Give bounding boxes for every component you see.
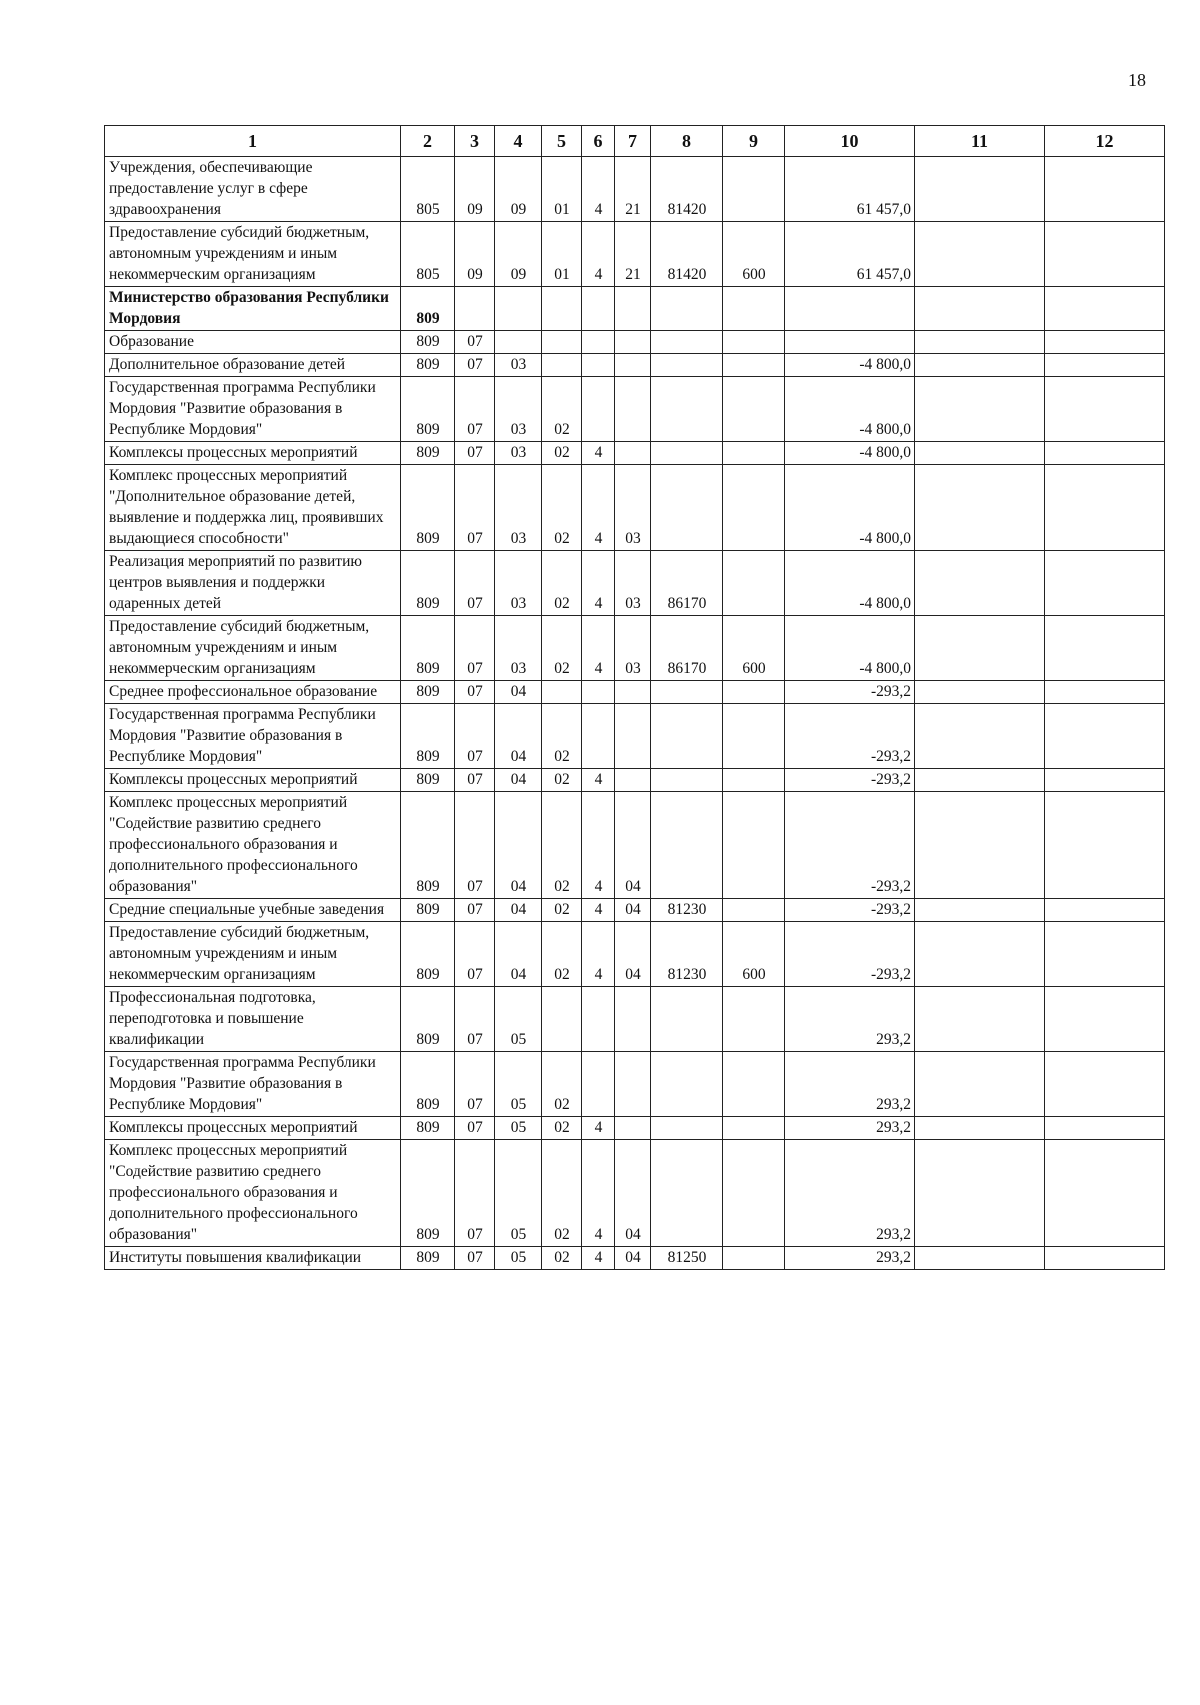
program-code	[542, 987, 582, 1052]
table-row	[105, 354, 1165, 377]
amount-change: -293,2	[785, 704, 915, 769]
column-header-12: 12	[1045, 126, 1165, 157]
table-row	[105, 442, 1165, 465]
row-name: Профессиональная подготовка, переподготовка и повышение квалификации	[105, 987, 401, 1052]
table-body	[105, 157, 1165, 1270]
subprogram-code: 4	[582, 899, 615, 922]
chapter-code: 07	[455, 331, 495, 354]
section-code: 809	[401, 769, 455, 792]
expense-type-code	[723, 899, 785, 922]
program-code: 02	[542, 465, 582, 551]
column-11	[915, 287, 1045, 331]
chapter-code: 07	[455, 1052, 495, 1117]
column-11	[915, 157, 1045, 222]
program-code: 01	[542, 222, 582, 287]
measure-code: 04	[615, 922, 651, 987]
section-code: 809	[401, 616, 455, 681]
column-12	[1045, 287, 1165, 331]
section-code: 809	[401, 331, 455, 354]
column-header-2: 2	[401, 126, 455, 157]
table-row	[105, 1117, 1165, 1140]
row-name: Дополнительное образование детей	[105, 354, 401, 377]
column-12	[1045, 157, 1165, 222]
subchapter-code: 05	[495, 987, 542, 1052]
expense-type-code	[723, 681, 785, 704]
column-12	[1045, 792, 1165, 899]
column-11	[915, 769, 1045, 792]
row-name: Комплекс процессных мероприятий "Содействие развитию среднего профессионального образования и дополнительного профессионального образования"	[105, 1140, 401, 1247]
section-code: 809	[401, 1117, 455, 1140]
expense-type-code	[723, 465, 785, 551]
column-12	[1045, 551, 1165, 616]
measure-code	[615, 1052, 651, 1117]
row-name: Реализация мероприятий по развитию центров выявления и поддержки одаренных детей	[105, 551, 401, 616]
section-code: 809	[401, 442, 455, 465]
subprogram-code	[582, 704, 615, 769]
table-row	[105, 465, 1165, 551]
amount-change: 293,2	[785, 1140, 915, 1247]
direction-code	[651, 987, 723, 1052]
column-12	[1045, 1140, 1165, 1247]
row-name: Комплексы процессных мероприятий	[105, 1117, 401, 1140]
amount-change: -4 800,0	[785, 354, 915, 377]
column-11	[915, 222, 1045, 287]
amount-change: 293,2	[785, 1247, 915, 1270]
column-12	[1045, 616, 1165, 681]
subprogram-code: 4	[582, 1140, 615, 1247]
chapter-code: 07	[455, 1140, 495, 1247]
column-11	[915, 792, 1045, 899]
section-code: 805	[401, 157, 455, 222]
measure-code: 04	[615, 1140, 651, 1247]
row-name: Министерство образования Республики Мордовия	[105, 287, 401, 331]
chapter-code: 07	[455, 922, 495, 987]
chapter-code	[455, 287, 495, 331]
direction-code	[651, 1052, 723, 1117]
chapter-code: 07	[455, 1117, 495, 1140]
measure-code: 03	[615, 551, 651, 616]
subprogram-code	[582, 987, 615, 1052]
direction-code: 81420	[651, 222, 723, 287]
column-12	[1045, 704, 1165, 769]
direction-code	[651, 331, 723, 354]
row-name: Комплексы процессных мероприятий	[105, 769, 401, 792]
table-row	[105, 331, 1165, 354]
measure-code	[615, 987, 651, 1052]
column-12	[1045, 465, 1165, 551]
section-code: 809	[401, 465, 455, 551]
subprogram-code	[582, 1052, 615, 1117]
column-11	[915, 1247, 1045, 1270]
table-row	[105, 792, 1165, 899]
measure-code: 21	[615, 157, 651, 222]
subchapter-code: 04	[495, 704, 542, 769]
table-row	[105, 377, 1165, 442]
subprogram-code	[582, 287, 615, 331]
column-11	[915, 551, 1045, 616]
row-name: Средние специальные учебные заведения	[105, 899, 401, 922]
column-12	[1045, 1052, 1165, 1117]
subchapter-code: 05	[495, 1247, 542, 1270]
section-code: 809	[401, 922, 455, 987]
subprogram-code: 4	[582, 1117, 615, 1140]
amount-change: -293,2	[785, 899, 915, 922]
amount-change: -4 800,0	[785, 442, 915, 465]
column-header-9: 9	[723, 126, 785, 157]
table-row	[105, 616, 1165, 681]
column-11	[915, 922, 1045, 987]
subchapter-code: 09	[495, 222, 542, 287]
table-row	[105, 987, 1165, 1052]
table-row	[105, 704, 1165, 769]
direction-code: 81420	[651, 157, 723, 222]
row-name: Институты повышения квалификации	[105, 1247, 401, 1270]
chapter-code: 07	[455, 899, 495, 922]
measure-code	[615, 1117, 651, 1140]
budget-table	[104, 125, 1165, 1270]
subchapter-code	[495, 331, 542, 354]
subprogram-code: 4	[582, 442, 615, 465]
subchapter-code: 04	[495, 922, 542, 987]
subprogram-code: 4	[582, 792, 615, 899]
table-row	[105, 1140, 1165, 1247]
subprogram-code: 4	[582, 1247, 615, 1270]
expense-type-code	[723, 769, 785, 792]
table-row	[105, 287, 1165, 331]
column-12	[1045, 222, 1165, 287]
expense-type-code	[723, 1247, 785, 1270]
amount-change: 293,2	[785, 1052, 915, 1117]
measure-code	[615, 704, 651, 769]
subchapter-code: 05	[495, 1052, 542, 1117]
column-12	[1045, 899, 1165, 922]
subprogram-code: 4	[582, 551, 615, 616]
program-code: 02	[542, 1052, 582, 1117]
expense-type-code	[723, 354, 785, 377]
program-code: 02	[542, 551, 582, 616]
chapter-code: 07	[455, 1247, 495, 1270]
measure-code	[615, 354, 651, 377]
measure-code	[615, 681, 651, 704]
row-name: Комплекс процессных мероприятий "Дополнительное образование детей, выявление и поддержка лиц, проявивших выдающиеся способности"	[105, 465, 401, 551]
column-12	[1045, 769, 1165, 792]
measure-code	[615, 331, 651, 354]
amount-change: 293,2	[785, 1117, 915, 1140]
amount-change: -4 800,0	[785, 377, 915, 442]
column-11	[915, 442, 1045, 465]
column-11	[915, 377, 1045, 442]
chapter-code: 07	[455, 354, 495, 377]
measure-code: 04	[615, 899, 651, 922]
subchapter-code: 03	[495, 616, 542, 681]
section-code: 809	[401, 1140, 455, 1247]
expense-type-code	[723, 442, 785, 465]
column-header-6: 6	[582, 126, 615, 157]
program-code: 02	[542, 1140, 582, 1247]
row-name: Государственная программа Республики Мордовия "Развитие образования в Республике Мордовия"	[105, 1052, 401, 1117]
amount-change	[785, 287, 915, 331]
expense-type-code	[723, 331, 785, 354]
column-11	[915, 616, 1045, 681]
program-code: 02	[542, 769, 582, 792]
row-name: Среднее профессиональное образование	[105, 681, 401, 704]
column-header-1: 1	[105, 126, 401, 157]
page-number: 18	[1128, 70, 1146, 90]
amount-change: -293,2	[785, 681, 915, 704]
column-12	[1045, 354, 1165, 377]
table-row	[105, 922, 1165, 987]
chapter-code: 09	[455, 222, 495, 287]
column-header-3: 3	[455, 126, 495, 157]
measure-code: 03	[615, 465, 651, 551]
subprogram-code: 4	[582, 157, 615, 222]
expense-type-code	[723, 157, 785, 222]
section-code: 809	[401, 681, 455, 704]
subchapter-code: 03	[495, 354, 542, 377]
chapter-code: 07	[455, 616, 495, 681]
chapter-code: 07	[455, 377, 495, 442]
chapter-code: 07	[455, 551, 495, 616]
direction-code	[651, 377, 723, 442]
column-12	[1045, 987, 1165, 1052]
chapter-code: 09	[455, 157, 495, 222]
column-11	[915, 704, 1045, 769]
program-code: 02	[542, 704, 582, 769]
column-header-8: 8	[651, 126, 723, 157]
section-code: 809	[401, 1052, 455, 1117]
measure-code	[615, 769, 651, 792]
measure-code	[615, 377, 651, 442]
subchapter-code: 04	[495, 681, 542, 704]
expense-type-code: 600	[723, 922, 785, 987]
amount-change: 61 457,0	[785, 157, 915, 222]
expense-type-code: 600	[723, 222, 785, 287]
row-name: Государственная программа Республики Мордовия "Развитие образования в Республике Мордовия"	[105, 377, 401, 442]
section-code: 809	[401, 551, 455, 616]
direction-code	[651, 287, 723, 331]
subprogram-code	[582, 331, 615, 354]
column-11	[915, 1052, 1045, 1117]
direction-code	[651, 465, 723, 551]
amount-change: -4 800,0	[785, 551, 915, 616]
subchapter-code: 03	[495, 551, 542, 616]
program-code: 02	[542, 442, 582, 465]
table-row	[105, 1247, 1165, 1270]
expense-type-code	[723, 1117, 785, 1140]
expense-type-code	[723, 377, 785, 442]
direction-code: 86170	[651, 551, 723, 616]
program-code: 02	[542, 1117, 582, 1140]
section-code: 809	[401, 377, 455, 442]
subchapter-code: 03	[495, 442, 542, 465]
section-code: 809	[401, 287, 455, 331]
measure-code: 03	[615, 616, 651, 681]
direction-code: 81230	[651, 922, 723, 987]
subprogram-code	[582, 681, 615, 704]
chapter-code: 07	[455, 792, 495, 899]
subprogram-code	[582, 377, 615, 442]
amount-change: 293,2	[785, 987, 915, 1052]
direction-code: 81250	[651, 1247, 723, 1270]
column-12	[1045, 1247, 1165, 1270]
program-code	[542, 287, 582, 331]
program-code: 02	[542, 616, 582, 681]
subchapter-code: 05	[495, 1117, 542, 1140]
subchapter-code: 03	[495, 377, 542, 442]
column-12	[1045, 331, 1165, 354]
expense-type-code: 600	[723, 616, 785, 681]
subchapter-code: 05	[495, 1140, 542, 1247]
header-row	[105, 126, 1165, 157]
expense-type-code	[723, 551, 785, 616]
subchapter-code: 04	[495, 769, 542, 792]
column-11	[915, 1117, 1045, 1140]
column-11	[915, 899, 1045, 922]
subchapter-code: 04	[495, 792, 542, 899]
section-code: 809	[401, 899, 455, 922]
amount-change: 61 457,0	[785, 222, 915, 287]
section-code: 805	[401, 222, 455, 287]
program-code: 02	[542, 1247, 582, 1270]
row-name: Образование	[105, 331, 401, 354]
column-11	[915, 465, 1045, 551]
chapter-code: 07	[455, 465, 495, 551]
row-name: Государственная программа Республики Мордовия "Развитие образования в Республике Мордовия"	[105, 704, 401, 769]
table-row	[105, 1052, 1165, 1117]
column-12	[1045, 442, 1165, 465]
chapter-code: 07	[455, 769, 495, 792]
column-11	[915, 331, 1045, 354]
section-code: 809	[401, 704, 455, 769]
subchapter-code: 04	[495, 899, 542, 922]
subchapter-code: 03	[495, 465, 542, 551]
subprogram-code: 4	[582, 465, 615, 551]
direction-code: 81230	[651, 899, 723, 922]
subprogram-code: 4	[582, 922, 615, 987]
row-name: Учреждения, обеспечивающие предоставление услуг в сфере здравоохранения	[105, 157, 401, 222]
table-row	[105, 681, 1165, 704]
program-code: 02	[542, 899, 582, 922]
chapter-code: 07	[455, 681, 495, 704]
column-12	[1045, 922, 1165, 987]
row-name: Предоставление субсидий бюджетным, автономным учреждениям и иным некоммерческим организациям	[105, 922, 401, 987]
column-12	[1045, 377, 1165, 442]
section-code: 809	[401, 792, 455, 899]
row-name: Предоставление субсидий бюджетным, автономным учреждениям и иным некоммерческим организациям	[105, 222, 401, 287]
program-code: 02	[542, 792, 582, 899]
expense-type-code	[723, 1052, 785, 1117]
column-header-5: 5	[542, 126, 582, 157]
table-row	[105, 899, 1165, 922]
expense-type-code	[723, 1140, 785, 1247]
direction-code	[651, 792, 723, 899]
subprogram-code: 4	[582, 222, 615, 287]
expense-type-code	[723, 987, 785, 1052]
expense-type-code	[723, 287, 785, 331]
chapter-code: 07	[455, 442, 495, 465]
row-name: Предоставление субсидий бюджетным, автономным учреждениям и иным некоммерческим организациям	[105, 616, 401, 681]
row-name: Комплекс процессных мероприятий "Содействие развитию среднего профессионального образования и дополнительного профессионального образования"	[105, 792, 401, 899]
table-row	[105, 222, 1165, 287]
subprogram-code: 4	[582, 616, 615, 681]
expense-type-code	[723, 704, 785, 769]
measure-code	[615, 442, 651, 465]
column-header-7: 7	[615, 126, 651, 157]
direction-code	[651, 769, 723, 792]
measure-code	[615, 287, 651, 331]
section-code: 809	[401, 987, 455, 1052]
expense-type-code	[723, 792, 785, 899]
subprogram-code	[582, 354, 615, 377]
subchapter-code	[495, 287, 542, 331]
table-row	[105, 157, 1165, 222]
column-11	[915, 1140, 1045, 1247]
column-header-4: 4	[495, 126, 542, 157]
chapter-code: 07	[455, 987, 495, 1052]
program-code: 02	[542, 377, 582, 442]
section-code: 809	[401, 354, 455, 377]
row-name: Комплексы процессных мероприятий	[105, 442, 401, 465]
amount-change: -4 800,0	[785, 616, 915, 681]
column-header-10: 10	[785, 126, 915, 157]
table-row	[105, 769, 1165, 792]
column-11	[915, 354, 1045, 377]
table-row	[105, 551, 1165, 616]
direction-code	[651, 681, 723, 704]
amount-change: -293,2	[785, 922, 915, 987]
program-code	[542, 331, 582, 354]
program-code: 01	[542, 157, 582, 222]
program-code	[542, 681, 582, 704]
amount-change: -293,2	[785, 769, 915, 792]
amount-change: -4 800,0	[785, 465, 915, 551]
direction-code	[651, 704, 723, 769]
column-12	[1045, 681, 1165, 704]
subchapter-code: 09	[495, 157, 542, 222]
section-code: 809	[401, 1247, 455, 1270]
column-11	[915, 987, 1045, 1052]
column-11	[915, 681, 1045, 704]
program-code	[542, 354, 582, 377]
subprogram-code: 4	[582, 769, 615, 792]
program-code: 02	[542, 922, 582, 987]
measure-code: 04	[615, 792, 651, 899]
amount-change: -293,2	[785, 792, 915, 899]
measure-code: 21	[615, 222, 651, 287]
direction-code	[651, 354, 723, 377]
chapter-code: 07	[455, 704, 495, 769]
direction-code	[651, 1140, 723, 1247]
direction-code	[651, 442, 723, 465]
direction-code	[651, 1117, 723, 1140]
column-header-11: 11	[915, 126, 1045, 157]
measure-code: 04	[615, 1247, 651, 1270]
column-12	[1045, 1117, 1165, 1140]
direction-code: 86170	[651, 616, 723, 681]
amount-change	[785, 331, 915, 354]
